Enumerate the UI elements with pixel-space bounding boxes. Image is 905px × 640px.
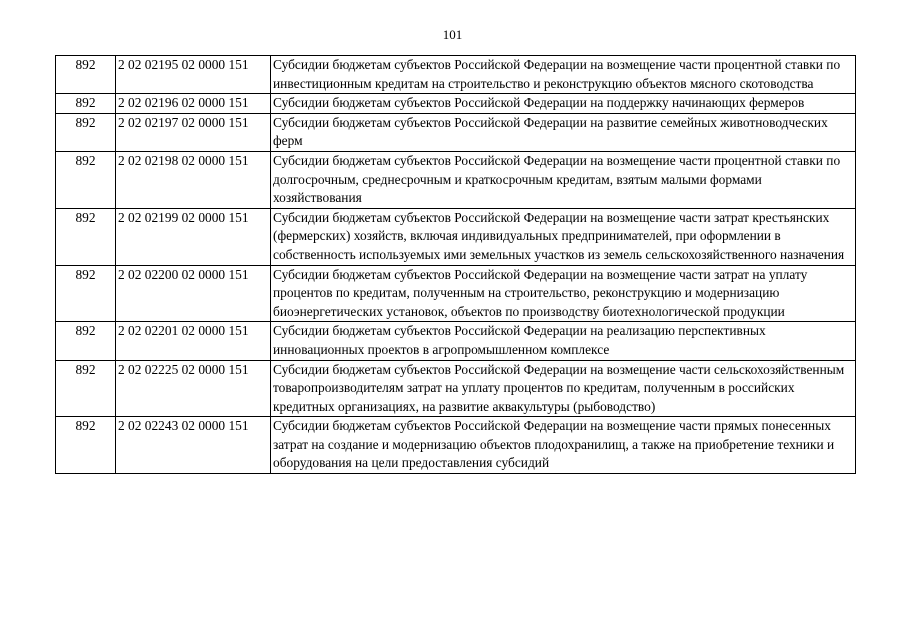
revenue-code-cell: 2 02 02196 02 0000 151 (116, 94, 271, 114)
revenue-code-cell: 2 02 02243 02 0000 151 (116, 417, 271, 474)
admin-code-cell: 892 (56, 151, 116, 208)
description-cell: Субсидии бюджетам субъектов Российской Федерации на поддержку начинающих фермеров (271, 94, 856, 114)
revenue-code-cell: 2 02 02195 02 0000 151 (116, 56, 271, 94)
table-row (56, 56, 856, 94)
description-cell: Субсидии бюджетам субъектов Российской Федерации на возмещение части прямых понесенных затрат на создание и модернизацию объектов плодохранилищ, а также на приобретение техники и оборудования на цели предоставления субсидий (271, 417, 856, 474)
table-row (56, 360, 856, 417)
admin-code-cell: 892 (56, 56, 116, 94)
admin-code-cell: 892 (56, 417, 116, 474)
admin-code-cell: 892 (56, 208, 116, 265)
table-row (56, 265, 856, 322)
revenue-code-cell: 2 02 02198 02 0000 151 (116, 151, 271, 208)
admin-code-cell: 892 (56, 360, 116, 417)
revenue-code-cell: 2 02 02197 02 0000 151 (116, 113, 271, 151)
description-cell: Субсидии бюджетам субъектов Российской Федерации на возмещение части сельскохозяйственным товаропроизводителям затрат на уплату процентов по кредитам, полученным в российских кредитных организациях, на развитие аквакультуры (рыбоводство) (271, 360, 856, 417)
table-row (56, 322, 856, 360)
description-cell: Субсидии бюджетам субъектов Российской Федерации на возмещение части процентной ставки по долгосрочным, среднесрочным и краткосрочным кредитам, взятым малыми формами хозяйствования (271, 151, 856, 208)
description-cell: Субсидии бюджетам субъектов Российской Федерации на возмещение части затрат на уплату процентов по кредитам, полученным на строительство, реконструкцию и модернизацию биоэнергетических установок, объектов по производству биотехнологической продукции (271, 265, 856, 322)
revenue-code-cell: 2 02 02200 02 0000 151 (116, 265, 271, 322)
admin-code-cell: 892 (56, 94, 116, 114)
description-cell: Субсидии бюджетам субъектов Российской Федерации на возмещение части процентной ставки по инвестиционным кредитам на строительство и реконструкцию объектов мясного скотоводства (271, 56, 856, 94)
revenue-code-cell: 2 02 02225 02 0000 151 (116, 360, 271, 417)
table-row (56, 417, 856, 474)
revenue-code-cell: 2 02 02201 02 0000 151 (116, 322, 271, 360)
table-row (56, 94, 856, 114)
table-row (56, 113, 856, 151)
admin-code-cell: 892 (56, 265, 116, 322)
description-cell: Субсидии бюджетам субъектов Российской Федерации на возмещение части затрат крестьянских (фермерских) хозяйств, включая индивидуальных предпринимателей, при оформлении в собственность используемых ими земельных участков из земель сельскохозяйственного назначения (271, 208, 856, 265)
admin-code-cell: 892 (56, 113, 116, 151)
revenue-code-cell: 2 02 02199 02 0000 151 (116, 208, 271, 265)
description-cell: Субсидии бюджетам субъектов Российской Федерации на развитие семейных животноводческих ферм (271, 113, 856, 151)
budget-classification-table (55, 55, 856, 474)
page-number: 101 (442, 27, 463, 42)
table-row (56, 208, 856, 265)
description-cell: Субсидии бюджетам субъектов Российской Федерации на реализацию перспективных инновационных проектов в агропромышленном комплексе (271, 322, 856, 360)
admin-code-cell: 892 (56, 322, 116, 360)
table-row (56, 151, 856, 208)
